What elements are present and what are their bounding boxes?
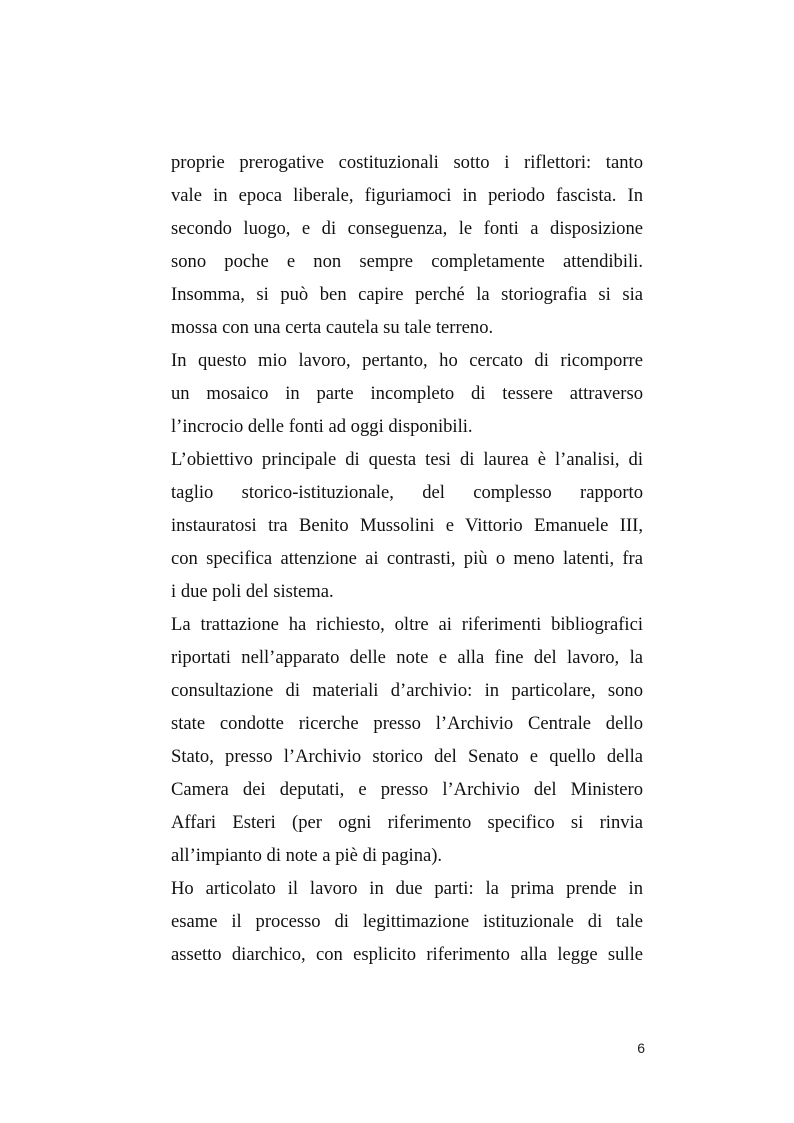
text-line: proprie prerogative costituzionali sotto i riflettori: tanto <box>171 152 643 173</box>
text-line: state condotte ricerche presso l’Archivio Centrale dello <box>171 713 643 734</box>
text-line: i due poli del sistema. <box>171 581 334 602</box>
text-line: Stato, presso l’Archivio storico del Senato e quello della <box>171 746 643 767</box>
text-line: un mosaico in parte incompleto di tessere attraverso <box>171 383 643 404</box>
text-line: sono poche e non sempre completamente attendibili. <box>171 251 643 272</box>
text-line: Insomma, si può ben capire perché la storiografia si sia <box>171 284 643 305</box>
paragraph-2 <box>171 344 643 443</box>
text-line: secondo luogo, e di conseguenza, le fonti a disposizione <box>171 218 643 239</box>
text-line: riportati nell’apparato delle note e alla fine del lavoro, la <box>171 647 643 668</box>
text-line: Affari Esteri (per ogni riferimento specifico si rinvia <box>171 812 643 833</box>
text-line: instauratosi tra Benito Mussolini e Vittorio Emanuele III, <box>171 515 643 536</box>
text-line: L’obiettivo principale di questa tesi di laurea è l’analisi, di <box>171 449 643 470</box>
text-line: assetto diarchico, con esplicito riferimento alla legge sulle <box>171 944 643 965</box>
paragraph-1 <box>171 146 643 344</box>
text-line: mossa con una certa cautela su tale terreno. <box>171 317 494 338</box>
text-line: con specifica attenzione ai contrasti, più o meno latenti, fra <box>171 548 643 569</box>
text-line: l’incrocio delle fonti ad oggi disponibili. <box>171 416 473 437</box>
body-text <box>171 146 643 971</box>
text-line: all’impianto di note a piè di pagina). <box>171 845 443 866</box>
text-line: esame il processo di legittimazione istituzionale di tale <box>171 911 643 932</box>
text-line: La trattazione ha richiesto, oltre ai riferimenti bibliografici <box>171 614 643 635</box>
text-line: taglio storico-istituzionale, del complesso rapporto <box>171 482 643 503</box>
text-line: Camera dei deputati, e presso l’Archivio del Ministero <box>171 779 643 800</box>
paragraph-5 <box>171 872 643 971</box>
text-line: consultazione di materiali d’archivio: in particolare, sono <box>171 680 643 701</box>
paragraph-4 <box>171 608 643 872</box>
text-line: Ho articolato il lavoro in due parti: la prima prende in <box>171 878 643 899</box>
paragraph-3 <box>171 443 643 608</box>
text-line: In questo mio lavoro, pertanto, ho cercato di ricomporre <box>171 350 643 371</box>
page-number: 6 <box>637 1040 645 1056</box>
text-line: vale in epoca liberale, figuriamoci in periodo fascista. In <box>171 185 643 206</box>
